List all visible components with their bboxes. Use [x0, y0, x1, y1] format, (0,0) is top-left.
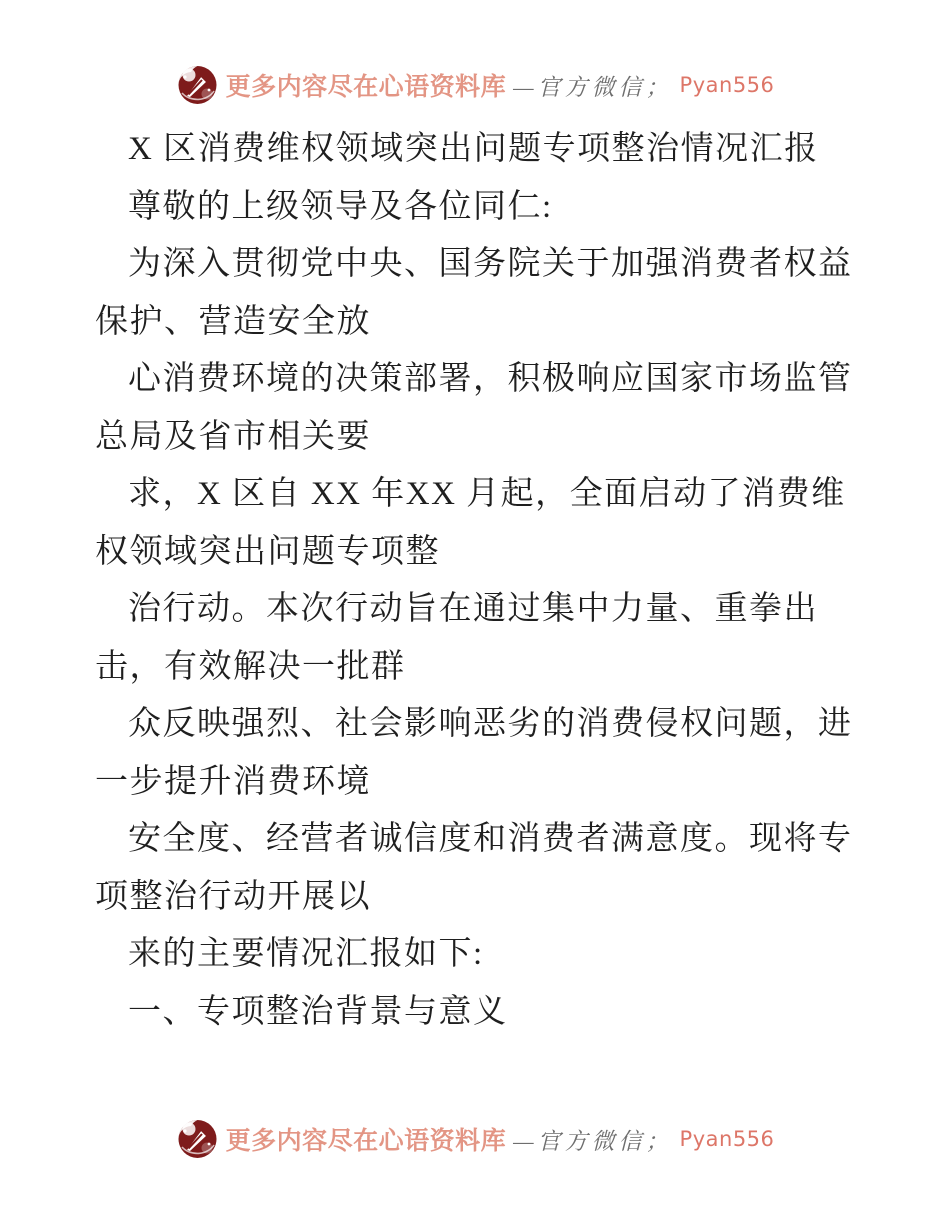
watermark-brand-text: 更多内容尽在心语资料库: [225, 74, 507, 101]
doc-line: 安全度、经营者诚信度和消费者满意度。现将专: [128, 821, 853, 857]
watermark-wechat-id: Pyan556: [679, 73, 775, 97]
document-body: [95, 121, 895, 1041]
watermark-wechat-label: —官方微信；: [513, 74, 673, 100]
doc-line: 治行动。本次行动旨在通过集中力量、重拳出: [128, 591, 818, 627]
doc-line: 击，有效解决一批群: [95, 648, 406, 685]
doc-line: 保护、营造安全放: [95, 303, 371, 340]
doc-line: 为深入贯彻党中央、国务院关于加强消费者权益: [128, 246, 853, 282]
watermark-header: [0, 60, 950, 110]
doc-line: 权领域突出问题专项整: [95, 533, 440, 570]
pen-nib-logo-icon: [176, 63, 219, 107]
doc-line: 一步提升消费环境: [95, 763, 371, 800]
watermark-wechat-label: —官方微信；: [513, 1128, 673, 1154]
watermark-wechat-id: Pyan556: [679, 1127, 775, 1151]
doc-section-heading: 一、专项整治背景与意义: [128, 993, 508, 1030]
watermark-brand-text: 更多内容尽在心语资料库: [225, 1128, 507, 1155]
doc-line: 总局及省市相关要: [95, 418, 371, 455]
doc-line: 尊敬的上级领导及各位同仁:: [128, 188, 553, 225]
pen-nib-logo-icon: [176, 1117, 219, 1161]
doc-line: 来的主要情况汇报如下:: [128, 936, 484, 972]
doc-line: 项整治行动开展以: [95, 878, 371, 915]
doc-title-line: X 区消费维权领域突出问题专项整治情况汇报: [128, 131, 819, 167]
doc-line: 心消费环境的决策部署，积极响应国家市场监管: [128, 361, 853, 397]
watermark-footer: [0, 1114, 950, 1164]
doc-line: 众反映强烈、社会影响恶劣的消费侵权问题，进: [128, 706, 853, 742]
doc-line: 求，X 区自 XX 年XX 月起，全面启动了消费维: [128, 476, 846, 512]
